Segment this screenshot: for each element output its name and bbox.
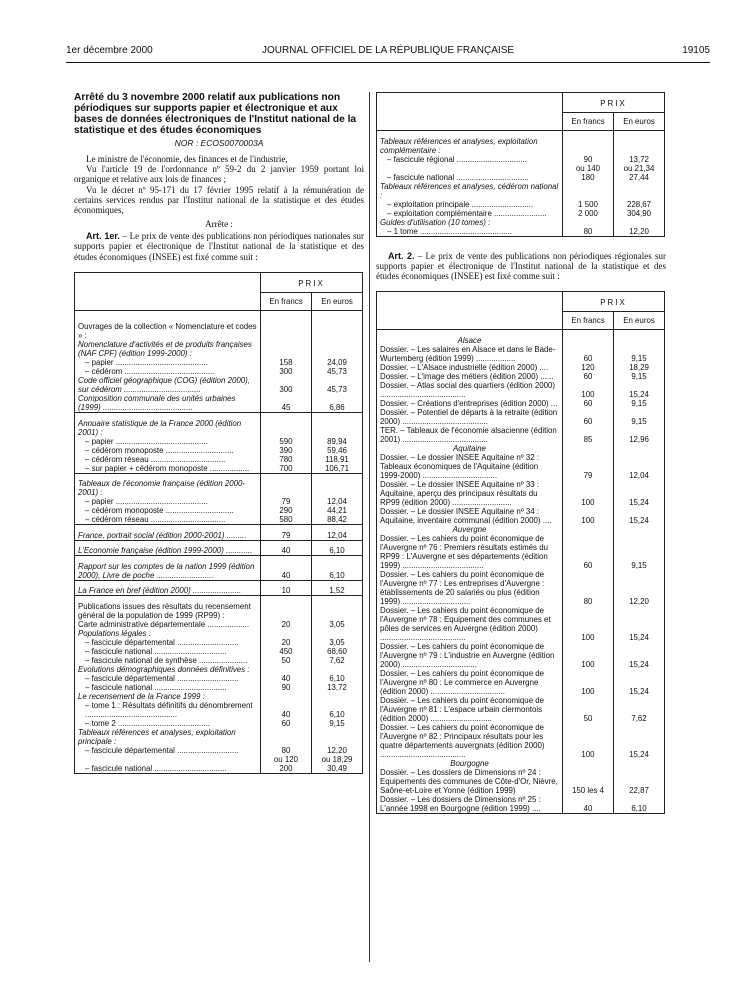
price-francs: [261, 665, 312, 674]
price-francs: 60: [563, 399, 614, 408]
article-1-label: Art. 1er.: [86, 231, 120, 242]
article-1: Art. 1er. – Le prix de vente des publications non périodiques nationales sur supports papier et électronique de l'Institut national de la statistique et des études économiques (INSEE) est fixé comme suit :: [74, 231, 364, 262]
item-label: Dossier. – Les cahiers du point économique de l'Auvergne nº 77 : Les entreprises d'Auvergne : établissements de 20 salariés ou plus (édition 1999) ...............................: [377, 570, 563, 606]
table-row: [377, 606, 665, 642]
item-label: – fascicule départemental ............................: [75, 674, 261, 683]
region-row: [377, 525, 665, 534]
price-euros: 3,05: [312, 638, 363, 647]
table-row: [377, 137, 665, 155]
region-row: [377, 336, 665, 345]
header-euros: En euros: [312, 292, 363, 310]
table-row: [75, 620, 363, 629]
price-euros: 12,96: [614, 426, 665, 444]
table-row: [75, 446, 363, 455]
price-francs: 290: [261, 506, 312, 515]
price-francs: 100: [563, 642, 614, 669]
price-francs: 20: [261, 620, 312, 629]
price-euros: 304,90: [614, 209, 665, 218]
item-label: – fascicule départemental ............................: [75, 746, 261, 764]
price-euros: 9,15: [614, 408, 665, 426]
item-label: Dossier. – Les cahiers du point économique de l'Auvergne nº 82 : Principaux résultats pour les quatre départements auvergnats (édition 2000) .......................................: [377, 723, 563, 759]
price-euros: 15,24: [614, 642, 665, 669]
item-label: Populations légales :: [75, 629, 261, 638]
right-column: [376, 92, 666, 814]
price-euros: 6,10: [312, 546, 363, 556]
item-label: Code officiel géographique (COG) (édition 2000), sur cédérom ...................................: [75, 376, 261, 394]
price-francs: 180: [563, 173, 614, 182]
price-francs: [261, 479, 312, 497]
price-euros: [614, 525, 665, 534]
item-label: Dossier. – Le dossier INSEE Aquitaine nº 34 : Aquitaine, inventaire communal (édition 2000) ....: [377, 507, 563, 525]
item-label: – fascicule national .................................: [75, 683, 261, 692]
table-row: [75, 746, 363, 764]
price-euros: 9,15: [312, 719, 363, 728]
price-francs: 60: [261, 719, 312, 728]
item-label: – sur papier + cédérom monoposte ..................: [75, 464, 261, 474]
price-francs: 158: [261, 358, 312, 367]
price-euros: 30,49: [312, 764, 363, 774]
price-euros: 12,20: [614, 227, 665, 237]
table-row: [75, 376, 363, 394]
item-label: – exploitation principale ............................: [377, 200, 563, 209]
price-euros: 9,15: [614, 399, 665, 408]
price-euros: [312, 629, 363, 638]
table-row: [377, 209, 665, 218]
price-table-national: [74, 272, 363, 774]
item-label: Dossier. – Potentiel de départs à la retraite (édition 2000) .......................................: [377, 408, 563, 426]
price-euros: [614, 444, 665, 453]
nor-reference: NOR : ECOS0070003A: [174, 138, 264, 148]
article-2-text: Le prix de vente des publications non périodiques régionales sur supports papier et électronique de l'Institut national de la statistique et des études économiques (INSEE) est fixé comme suit :: [376, 250, 666, 281]
region-label: Aquitaine: [377, 444, 563, 453]
price-francs: 60: [563, 408, 614, 426]
price-francs: 20: [261, 638, 312, 647]
price-euros: [312, 340, 363, 358]
price-francs: 2 000: [563, 209, 614, 218]
item-label: France, portrait social (édition 2000-2001) .........: [75, 531, 261, 541]
price-euros: 6,86: [312, 394, 363, 413]
table-header-row: [377, 93, 665, 113]
price-table-national-continued: [376, 92, 665, 237]
table-row: [377, 723, 665, 759]
price-francs: 85: [563, 426, 614, 444]
table-row: [377, 507, 665, 525]
table-row: [75, 647, 363, 656]
item-label: TER. – Tableaux de l'économie alsacienne (édition 2001) .......................................: [377, 426, 563, 444]
price-francs: 780: [261, 455, 312, 464]
price-francs: 79: [261, 531, 312, 541]
item-label: – cédérom réseau ..................................: [75, 455, 261, 464]
item-label: – fascicule régional ................................: [377, 155, 563, 173]
header-prix: PRIX: [261, 272, 363, 292]
item-label: L'Economie française (édition 1999-2000) ............: [75, 546, 261, 556]
table-row: [377, 480, 665, 507]
item-label: Guides d'utilisation (10 tomes) :: [377, 218, 563, 227]
price-euros: 45,73: [312, 376, 363, 394]
price-francs: [261, 692, 312, 701]
table-row: [377, 669, 665, 696]
region-label: Bourgogne: [377, 759, 563, 768]
item-label: Publications issues des résultats du recensement général de la population de 1999 (RP99) :: [75, 602, 261, 620]
price-euros: 7,62: [614, 696, 665, 723]
region-label: Alsace: [377, 336, 563, 345]
item-label: Dossier. – Le dossier INSEE Aquitaine nº 32 : Tableaux économiques de l'Aquitaine (édition 1999-2000) ..................................: [377, 453, 563, 480]
header-euros: En euros: [614, 113, 665, 131]
table-row: [377, 642, 665, 669]
price-francs: 60: [563, 372, 614, 381]
table-row: [75, 340, 363, 358]
table-row: [377, 372, 665, 381]
price-francs: 390: [261, 446, 312, 455]
price-euros: 228,67: [614, 200, 665, 209]
item-label: – cédérom monoposte ...............................: [75, 446, 261, 455]
table-row: [75, 562, 363, 581]
item-label: Dossier. – Les cahiers du point économique de l'Auvergne nº 80 : Le commerce en Auvergne (édition 2000) ..................................: [377, 669, 563, 696]
table-row: [377, 768, 665, 795]
table-row: [75, 764, 363, 774]
header-prix: PRIX: [563, 93, 665, 113]
table-row: [377, 227, 665, 237]
price-francs: [563, 759, 614, 768]
price-francs: 100: [563, 606, 614, 642]
table-row: [377, 696, 665, 723]
price-euros: 89,94: [312, 437, 363, 446]
price-euros: 13,72 ou 21,34: [614, 155, 665, 173]
item-label: Dossier. – Les dossiers de Dimensions nº 25 : L'année 1998 en Bourgogne (édition 1999) ....: [377, 795, 563, 814]
table-row: [377, 363, 665, 372]
table-row: [75, 674, 363, 683]
price-francs: 60: [563, 345, 614, 363]
item-label: Nomenclature d'activités et de produits françaises (NAF CPF) (édition 1999-2000) :: [75, 340, 261, 358]
table-row: [75, 358, 363, 367]
item-label: – cédérom monoposte ...............................: [75, 506, 261, 515]
table-row: [75, 701, 363, 719]
region-label: Auvergne: [377, 525, 563, 534]
header-francs: En francs: [563, 312, 614, 330]
price-francs: [261, 629, 312, 638]
arrete-heading: Arrête :: [205, 219, 233, 230]
price-euros: 9,15: [614, 345, 665, 363]
price-francs: [563, 182, 614, 200]
price-euros: 45,73: [312, 367, 363, 376]
price-euros: 27,44: [614, 173, 665, 182]
price-francs: 300: [261, 367, 312, 376]
item-label: Rapport sur les comptes de la nation 1999 (édition 2000), Livre de poche ..........................: [75, 562, 261, 581]
price-euros: 15,24: [614, 723, 665, 759]
column-divider: [369, 92, 370, 962]
price-euros: 12,04: [614, 453, 665, 480]
article-2: Art. 2. – Le prix de vente des publications non périodiques régionales sur supports papier et électronique de l'Institut national de la statistique et des études économiques (INSEE) est fixé comme suit :: [376, 250, 666, 281]
price-francs: [563, 218, 614, 227]
price-francs: 100: [563, 669, 614, 696]
price-francs: 90: [261, 683, 312, 692]
price-euros: [614, 759, 665, 768]
price-francs: 120: [563, 363, 614, 372]
price-euros: 18,29: [614, 363, 665, 372]
item-label: – cédérom réseau ..................................: [75, 515, 261, 525]
item-label: Carte administrative départementale ...................: [75, 620, 261, 629]
left-column: [74, 92, 364, 774]
price-euros: 15,24: [614, 606, 665, 642]
item-label: La France en bref (édition 2000) ......................: [75, 586, 261, 596]
price-francs: 590: [261, 437, 312, 446]
price-francs: 100: [563, 507, 614, 525]
price-francs: 450: [261, 647, 312, 656]
price-francs: 50: [563, 696, 614, 723]
item-label: – papier ..........................................: [75, 497, 261, 506]
table-row: [75, 719, 363, 728]
region-row: [377, 759, 665, 768]
price-euros: [312, 665, 363, 674]
price-euros: 9,15: [614, 372, 665, 381]
price-euros: 7,62: [312, 656, 363, 665]
table-row: [377, 155, 665, 173]
item-label: – fascicule national .................................: [75, 647, 261, 656]
table-row: [377, 408, 665, 426]
price-francs: 100: [563, 480, 614, 507]
price-euros: 9,15: [614, 534, 665, 570]
header-rule: [66, 62, 710, 63]
price-euros: 6,10: [312, 701, 363, 719]
price-euros: 68,60: [312, 647, 363, 656]
table-row: [75, 394, 363, 413]
table-row: [75, 437, 363, 446]
price-francs: [563, 336, 614, 345]
header-blank: [377, 292, 563, 330]
price-euros: 59,46: [312, 446, 363, 455]
table-row: [75, 515, 363, 525]
price-euros: 44,21: [312, 506, 363, 515]
page-header: [66, 45, 710, 59]
table-row: [75, 546, 363, 556]
item-label: Evolutions démographiques données définitives :: [75, 665, 261, 674]
header-blank: [75, 272, 261, 310]
price-euros: 22,87: [614, 768, 665, 795]
preamble-minister: Le ministre de l'économie, des finances et de l'industrie,: [86, 154, 288, 164]
table-row: [75, 419, 363, 437]
table-row: [75, 602, 363, 620]
price-francs: 40: [563, 795, 614, 814]
price-euros: [614, 218, 665, 227]
price-euros: 15,24: [614, 480, 665, 507]
journal-title: JOURNAL OFFICIEL DE LA RÉPUBLIQUE FRANÇAISE: [261, 45, 515, 56]
article-1-text: Le prix de vente des publications non périodiques nationales sur supports papier et électronique de l'Institut national de la statistique et des études économiques (INSEE) est fixé comme suit :: [74, 231, 364, 262]
price-francs: 50: [261, 656, 312, 665]
table-row: [377, 399, 665, 408]
item-label: – fascicule national de synthèse ......................: [75, 656, 261, 665]
preamble-decret: Vu le décret nº 95-171 du 17 février 1995 relatif à la rémunération de certains services rendus par l'Institut national de la statistique et des études économiques,: [74, 184, 364, 216]
header-francs: En francs: [563, 113, 614, 131]
item-label: Dossier. – Le dossier INSEE Aquitaine nº 33 : Aquitaine, aperçu des principaux résultats du RP99 (édition 2000) ...........................: [377, 480, 563, 507]
price-francs: 10: [261, 586, 312, 596]
price-euros: 3,05: [312, 620, 363, 629]
item-label: – fascicule national .................................: [75, 764, 261, 774]
item-label: – fascicule départemental ............................: [75, 638, 261, 647]
item-label: Dossier. – Les cahiers du point économique de l'Auvergne nº 76 : Premiers résultats estimés du RP99 : L'Auvergne et ses départements (édition 1999) .....................................: [377, 534, 563, 570]
table-row: [75, 531, 363, 541]
item-label: Composition communale des unités urbaines (1999) .........................................: [75, 394, 261, 413]
price-euros: 15,24: [614, 669, 665, 696]
price-euros: 6,10: [312, 674, 363, 683]
table-row: [377, 453, 665, 480]
table-row: [75, 638, 363, 647]
table-row: [377, 182, 665, 200]
price-euros: [614, 336, 665, 345]
price-euros: [312, 692, 363, 701]
item-label: – fascicule national .................................: [377, 173, 563, 182]
price-francs: 300: [261, 376, 312, 394]
price-francs: 79: [563, 453, 614, 480]
item-label: Tableaux références et analyses, exploitation complémentaire :: [377, 137, 563, 155]
price-euros: 15,24: [614, 507, 665, 525]
price-francs: 45: [261, 394, 312, 413]
header-date: 1er décembre 2000: [66, 45, 153, 56]
price-euros: 6,10: [614, 795, 665, 814]
price-francs: 100: [563, 381, 614, 399]
price-francs: 79: [261, 497, 312, 506]
price-francs: 60: [563, 534, 614, 570]
price-francs: 40: [261, 562, 312, 581]
item-label: Dossier. – Les dossiers de Dimensions nº 24 : Equipements des communes de Côte-d'Or, Nièvre, Saône-et-Loire et Yonne (édition 1999): [377, 768, 563, 795]
price-euros: 12,04: [312, 497, 363, 506]
price-euros: [312, 479, 363, 497]
item-label: – papier ..........................................: [75, 358, 261, 367]
table-row: [75, 629, 363, 638]
table-row: [377, 173, 665, 182]
price-euros: [614, 182, 665, 200]
price-euros: 12,20: [614, 570, 665, 606]
page-number: 19105: [682, 45, 710, 56]
region-row: [377, 444, 665, 453]
item-label: Tableaux références et analyses, cédérom national :: [377, 182, 563, 200]
header-prix: PRIX: [563, 292, 665, 312]
table-header-row: [377, 292, 665, 312]
table-header-row: [75, 272, 363, 292]
table-row: [75, 683, 363, 692]
item-label: Tableaux de l'économie française (édition 2000-2001) :: [75, 479, 261, 497]
price-euros: 6,10: [312, 562, 363, 581]
preamble-ordonnance: Vu l'article 19 de l'ordonnance nº 59-2 du 2 janvier 1959 portant loi organique et relative aux lois de finances ;: [74, 164, 364, 185]
item-label: Annuaire statistique de la France 2000 (édition 2001) :: [75, 419, 261, 437]
price-francs: [261, 340, 312, 358]
price-francs: 80: [563, 570, 614, 606]
item-label: – cédérom .........................................: [75, 367, 261, 376]
price-francs: 40: [261, 546, 312, 556]
table-row: [75, 367, 363, 376]
header-blank: [377, 93, 563, 131]
table-row: [75, 728, 363, 746]
price-euros: [312, 728, 363, 746]
price-euros: 1,52: [312, 586, 363, 596]
price-euros: 118,91: [312, 455, 363, 464]
table-row: [75, 665, 363, 674]
price-euros: [614, 137, 665, 155]
table-row: [377, 381, 665, 399]
item-label: Dossier. – L'Alsace industrielle (édition 2000) ....: [377, 363, 563, 372]
price-euros: 15,24: [614, 381, 665, 399]
price-euros: 88,42: [312, 515, 363, 525]
item-label: Le recensement de la France 1999 :: [75, 692, 261, 701]
header-francs: En francs: [261, 292, 312, 310]
table-row: [75, 497, 363, 506]
price-euros: 12,04: [312, 531, 363, 541]
item-label: Tableaux références et analyses, exploitation principale :: [75, 728, 261, 746]
item-label: – 1 tome ..........................................: [377, 227, 563, 237]
price-francs: 580: [261, 515, 312, 525]
price-francs: 700: [261, 464, 312, 474]
price-francs: 90 ou 140: [563, 155, 614, 173]
header-euros: En euros: [614, 312, 665, 330]
table-row: [75, 656, 363, 665]
article-2-label: Art. 2.: [388, 250, 415, 261]
table-row: [377, 345, 665, 363]
price-euros: 13,72: [312, 683, 363, 692]
table-row: [75, 464, 363, 474]
item-label: Ouvrages de la collection « Nomenclature et codes » :: [75, 322, 261, 340]
price-francs: [563, 444, 614, 453]
price-euros: [312, 322, 363, 340]
table-row: [377, 426, 665, 444]
item-label: – tome 2 ..........................................: [75, 719, 261, 728]
table-row: [377, 795, 665, 814]
price-euros: [312, 602, 363, 620]
table-row: [75, 479, 363, 497]
price-francs: 80 ou 120: [261, 746, 312, 764]
item-label: – papier ..........................................: [75, 437, 261, 446]
table-row: [75, 692, 363, 701]
table-row: [377, 534, 665, 570]
price-francs: 100: [563, 723, 614, 759]
item-label: – exploitation complémentaire ........................: [377, 209, 563, 218]
price-francs: [563, 137, 614, 155]
item-label: Dossier. – Les cahiers du point économique de l'Auvergne nº 78 : Equipement des communes et pôles de services en Auvergne (édition 2000) .......................................: [377, 606, 563, 642]
price-table-regional: [376, 291, 665, 814]
table-row: [377, 200, 665, 209]
price-francs: 1 500: [563, 200, 614, 209]
price-francs: 200: [261, 764, 312, 774]
item-label: – tome 1 : Résultats définitifs du dénombrement ..........................................: [75, 701, 261, 719]
item-label: Dossier. – Créations d'entreprises (édition 2000) ...: [377, 399, 563, 408]
table-row: [75, 506, 363, 515]
item-label: Dossier. – Les cahiers du point économique de l'Auvergne nº 81 : L'espace urbain clermontois (édition 2000) ............................: [377, 696, 563, 723]
article-title: Arrêté du 3 novembre 2000 relatif aux publications non périodiques sur supports papier et électronique et aux bases de données électroniques de l'Institut national de la statistique et des études économiques: [74, 92, 357, 136]
price-euros: 106,71: [312, 464, 363, 474]
item-label: Dossier. – Les salaires en Alsace et dans le Bade-Wurtemberg (édition 1999) ..................: [377, 345, 563, 363]
price-francs: 40: [261, 701, 312, 719]
item-label: Dossier. – Atlas social des quartiers (édition 2000) .......................................: [377, 381, 563, 399]
price-francs: [261, 419, 312, 437]
price-francs: 40: [261, 674, 312, 683]
price-francs: [261, 322, 312, 340]
table-row: [377, 218, 665, 227]
price-francs: [563, 525, 614, 534]
table-row: [377, 570, 665, 606]
price-euros: [312, 419, 363, 437]
price-euros: 24,09: [312, 358, 363, 367]
price-francs: 80: [563, 227, 614, 237]
table-row: [75, 322, 363, 340]
price-euros: 12,20 ou 18,29: [312, 746, 363, 764]
price-francs: 150 les 4: [563, 768, 614, 795]
price-francs: [261, 728, 312, 746]
item-label: Dossier. – L'image des métiers (édition 2000) ......: [377, 372, 563, 381]
table-row: [75, 455, 363, 464]
item-label: Dossier. – Les cahiers du point économique de l'Auvergne nº 79 : L'industrie en Auvergne (édition 2000) ..................................: [377, 642, 563, 669]
table-row: [75, 586, 363, 596]
price-francs: [261, 602, 312, 620]
